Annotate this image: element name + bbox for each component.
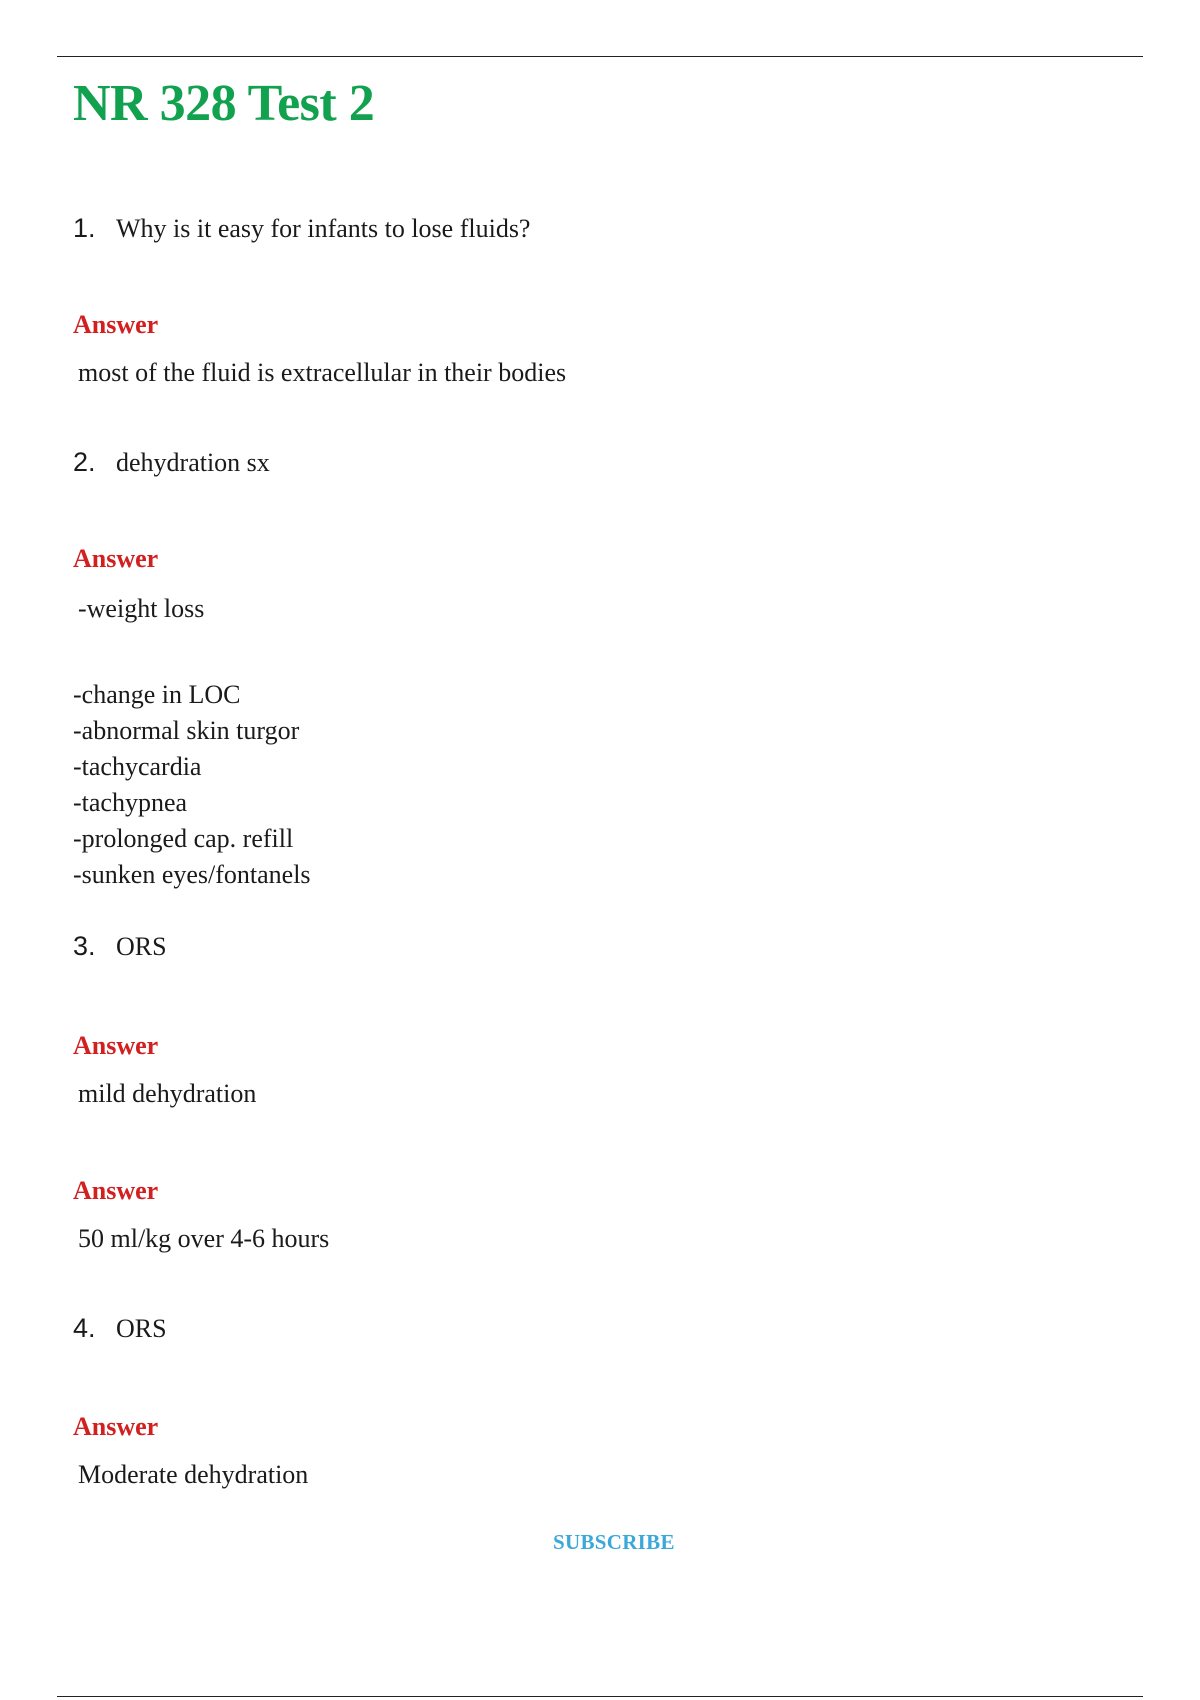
question-text: Why is it easy for infants to lose fluids? (116, 214, 531, 243)
answer-text: Moderate dehydration (78, 1460, 309, 1489)
top-rule (57, 56, 1143, 57)
list-item: -tachypnea (73, 788, 188, 817)
question-2 (73, 445, 270, 480)
list-item: -abnormal skin turgor (73, 716, 300, 745)
answer-label: Answer (73, 310, 159, 339)
question-1 (73, 211, 530, 246)
question-number: 1. (73, 213, 96, 243)
list-item: -prolonged cap. refill (73, 824, 294, 853)
question-3 (73, 929, 167, 964)
answer-text: 50 ml/kg over 4-6 hours (78, 1224, 330, 1253)
answer-symptom-list (73, 677, 311, 893)
answer-text: most of the fluid is extracellular in their bodies (78, 358, 567, 387)
subscribe-link[interactable]: SUBSCRIBE (553, 1530, 675, 1554)
answer-text: mild dehydration (78, 1079, 257, 1108)
question-number: 3. (73, 931, 96, 961)
answer-label: Answer (73, 1031, 159, 1060)
question-4 (73, 1311, 167, 1346)
question-number: 4. (73, 1313, 96, 1343)
answer-label: Answer (73, 1412, 159, 1441)
bottom-rule (57, 1696, 1143, 1697)
answer-text: -weight loss (78, 594, 205, 623)
question-text: ORS (116, 1314, 167, 1343)
list-item: -sunken eyes/fontanels (73, 860, 311, 889)
document-title: NR 328 Test 2 (73, 75, 375, 132)
list-item: -tachycardia (73, 752, 202, 781)
answer-label: Answer (73, 1176, 159, 1205)
question-text: ORS (116, 932, 167, 961)
list-item: -change in LOC (73, 680, 241, 709)
answer-label: Answer (73, 544, 159, 573)
question-number: 2. (73, 447, 96, 477)
question-text: dehydration sx (116, 448, 270, 477)
